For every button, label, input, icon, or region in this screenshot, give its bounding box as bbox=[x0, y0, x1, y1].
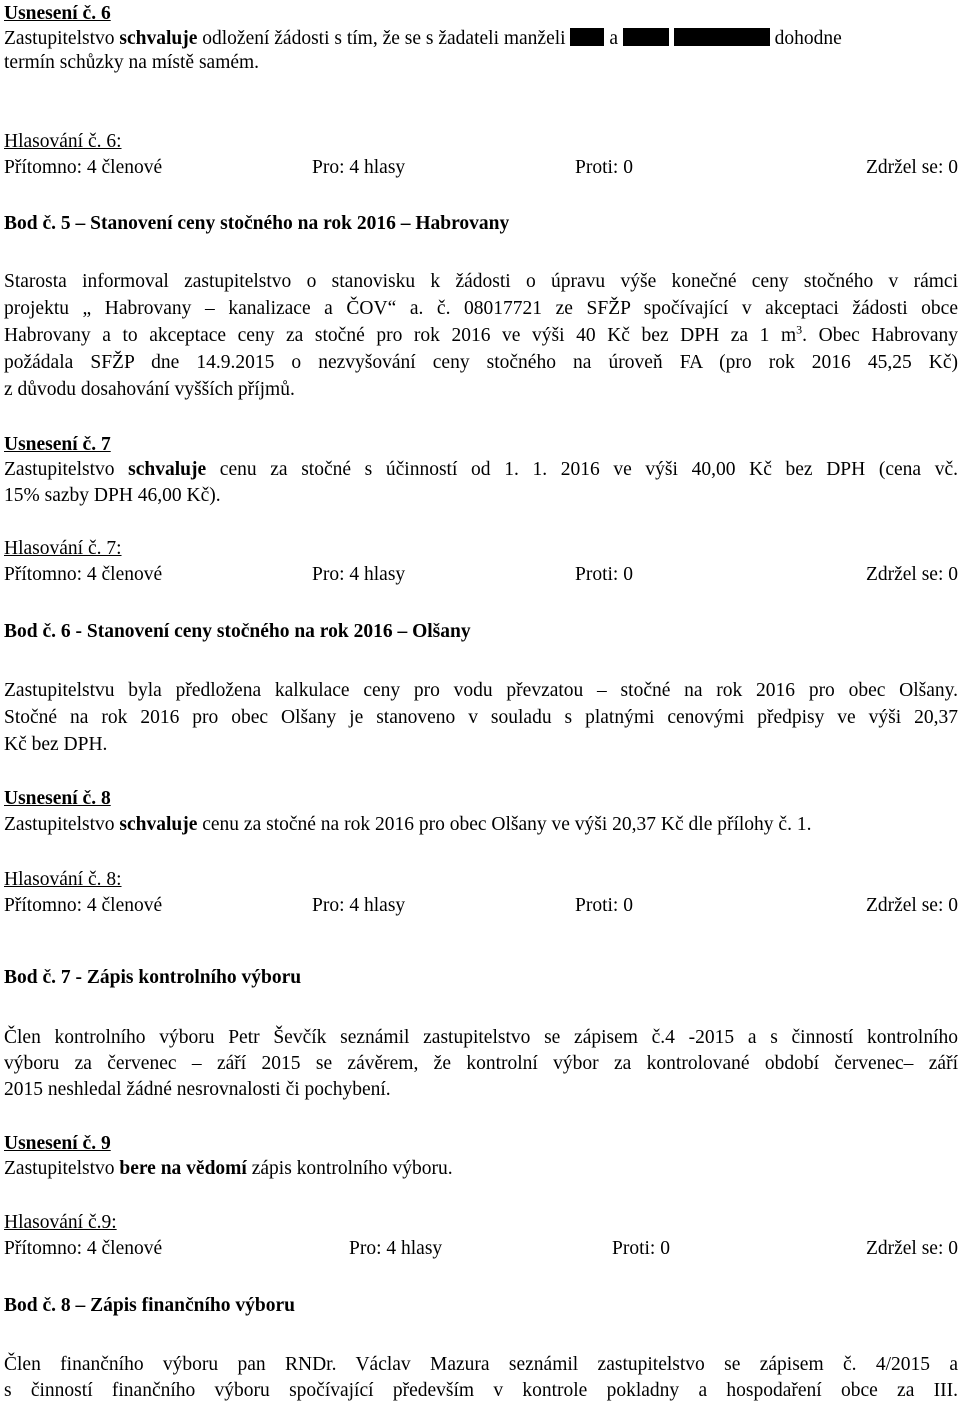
item-6-heading: Bod č. 6 - Stanovení ceny stočného na rok 2016 – Olšany bbox=[4, 621, 471, 642]
vote-for: Pro: 4 hlasy bbox=[312, 564, 406, 585]
vote-for: Pro: 4 hlasy bbox=[312, 895, 406, 916]
redacted-name-2 bbox=[623, 28, 669, 46]
redacted-name-1 bbox=[570, 28, 604, 46]
resolution-8-line-1: Zastupitelstvo schvaluje cenu za stočné na rok 2016 pro obec Olšany ve výši 20,37 Kč dle přílohy č. 1. bbox=[4, 814, 812, 835]
item-8-para-line-2: s činností finančního výboru spočívající především v kontrole pokladny a hospodaření obce za III. bbox=[4, 1380, 958, 1401]
item-7-para-line-2: výboru za červenec – září 2015 se závěrem, že kontrolní výbor za kontrolované období červenec– září bbox=[4, 1053, 958, 1074]
resolution-6-heading: Usnesení č. 6 bbox=[4, 3, 111, 24]
item-7-para-line-1: Člen kontrolního výboru Petr Ševčík seznámil zastupitelstvo se zápisem č.4 -2015 a s činností kontrolního bbox=[4, 1027, 958, 1048]
item-5-para-line-2: projektu „ Habrovany – kanalizace a ČOV“ a. č. 08017721 ze SFŽP spočívající v akceptaci žádosti obce bbox=[4, 298, 958, 319]
item-6-para-line-3: Kč bez DPH. bbox=[4, 734, 108, 755]
vote-abstain: Zdržel se: 0 bbox=[865, 895, 958, 916]
item-7-heading: Bod č. 7 - Zápis kontrolního výboru bbox=[4, 967, 302, 988]
vote-9-label: Hlasování č.9: bbox=[4, 1212, 117, 1233]
vote-against: Proti: 0 bbox=[575, 895, 633, 916]
resolution-9-heading: Usnesení č. 9 bbox=[4, 1133, 111, 1154]
vote-6-label: Hlasování č. 6: bbox=[4, 131, 122, 152]
vote-7-label: Hlasování č. 7: bbox=[4, 538, 122, 559]
item-5-para-line-3: Habrovany a to akceptace ceny za stočné pro rok 2016 ve výši 40 Kč bez DPH za 1 $m^3$. Obec Habrovany bbox=[4, 322, 958, 346]
item-5-para-line-1: Starosta informoval zastupitelstvo o stanovisku k žádosti o úpravu výše konečné ceny stočného v rámci bbox=[4, 271, 958, 292]
vote-against: Proti: 0 bbox=[575, 564, 633, 585]
vote-for: Pro: 4 hlasy bbox=[349, 1238, 443, 1259]
resolution-7-heading: Usnesení č. 7 bbox=[4, 434, 111, 455]
item-6-para-line-1: Zastupitelstvu byla předložena kalkulace ceny pro vodu převzatou – stočné na rok 2016 pro obec Olšany. bbox=[4, 680, 958, 701]
vote-present: Přítomno: 4 členové bbox=[4, 895, 163, 916]
resolution-9-line-1: Zastupitelstvo bere na vědomí zápis kontrolního výboru. bbox=[4, 1158, 453, 1179]
item-8-para-line-1: Člen finančního výboru pan RNDr. Václav Mazura seznámil zastupitelstvo se zápisem č. 4/2015 a bbox=[4, 1354, 958, 1375]
resolution-7-line-2: 15% sazby DPH 46,00 Kč). bbox=[4, 485, 221, 506]
resolution-6-line-2: termín schůzky na místě samém. bbox=[4, 52, 260, 73]
resolution-6-line-1: Zastupitelstvo schvaluje odložení žádosti s tím, že se s žadateli manželi a dohodne bbox=[4, 28, 842, 49]
vote-abstain: Zdržel se: 0 bbox=[865, 564, 958, 585]
resolution-7-line-1: Zastupitelstvo schvaluje cenu za stočné s účinností od 1. 1. 2016 ve výši 40,00 Kč bez DPH (cena vč. bbox=[4, 459, 958, 480]
vote-abstain: Zdržel se: 0 bbox=[865, 157, 958, 178]
vote-present: Přítomno: 4 členové bbox=[4, 157, 163, 178]
item-7-para-line-3: 2015 neshledal žádné nesrovnalosti či pochybení. bbox=[4, 1079, 391, 1100]
item-5-para-line-5: z důvodu dosahování vyšších příjmů. bbox=[4, 379, 295, 400]
redacted-surname bbox=[674, 28, 770, 46]
vote-against: Proti: 0 bbox=[612, 1238, 670, 1259]
vote-8-label: Hlasování č. 8: bbox=[4, 869, 122, 890]
vote-abstain: Zdržel se: 0 bbox=[865, 1238, 958, 1259]
item-5-para-line-4: požádala SFŽP dne 14.9.2015 o nezvyšování ceny stočného na úroveň FA (pro rok 2016 45,25 Kč) bbox=[4, 352, 958, 373]
vote-against: Proti: 0 bbox=[575, 157, 633, 178]
vote-present: Přítomno: 4 členové bbox=[4, 564, 163, 585]
vote-for: Pro: 4 hlasy bbox=[312, 157, 406, 178]
vote-present: Přítomno: 4 členové bbox=[4, 1238, 163, 1259]
item-6-para-line-2: Stočné na rok 2016 pro obec Olšany je stanoveno v souladu s platnými cenovými předpisy ve výši 20,37 bbox=[4, 707, 958, 728]
item-5-heading: Bod č. 5 – Stanovení ceny stočného na rok 2016 – Habrovany bbox=[4, 213, 510, 234]
item-8-heading: Bod č. 8 – Zápis finančního výboru bbox=[4, 1295, 295, 1316]
resolution-8-heading: Usnesení č. 8 bbox=[4, 788, 111, 809]
